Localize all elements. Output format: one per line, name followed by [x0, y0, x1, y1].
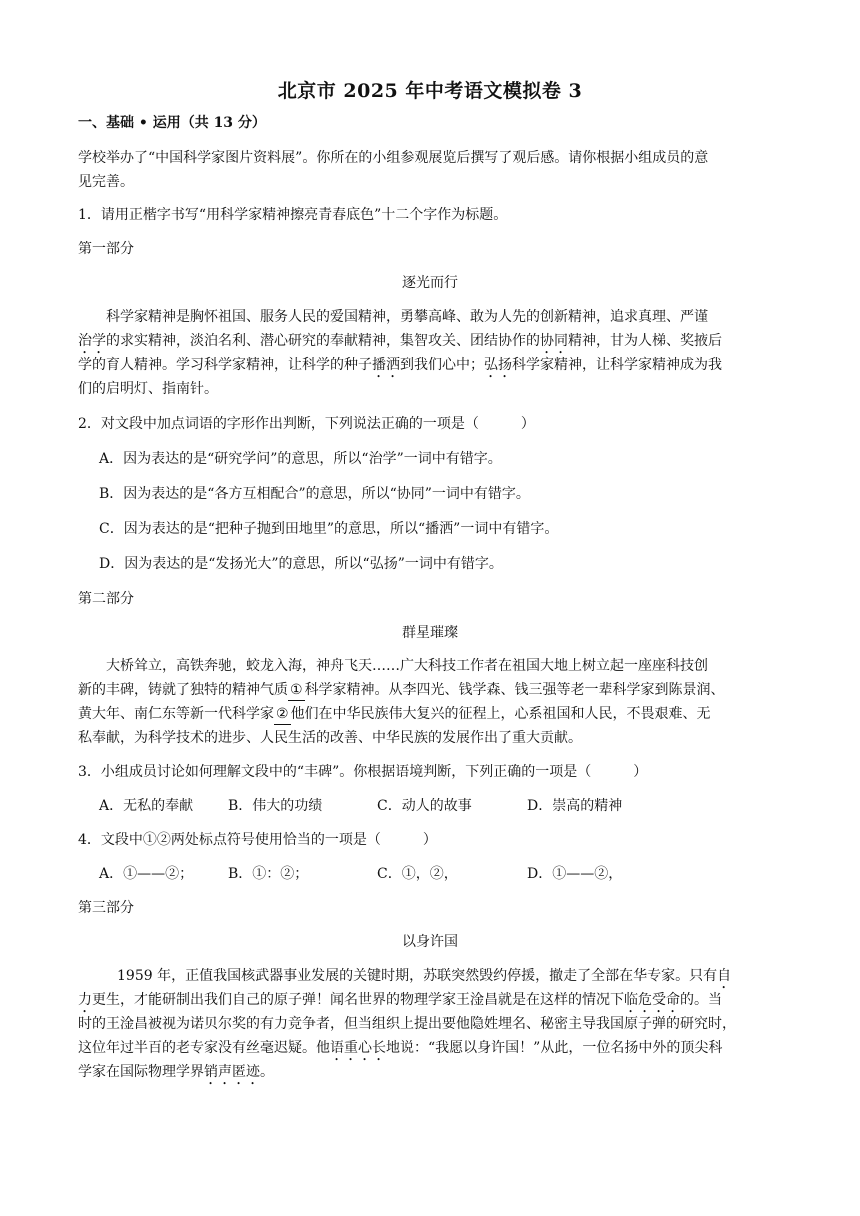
part-1-paragraph-line-1: 科学家精神是胸怀祖国、服务人民的爱国精神，勇攀高峰、敢为人先的创新精神，追求真理、严谨: [106, 309, 708, 325]
dotted-word-zili-2: 力: [78, 992, 92, 1008]
question-3-option-b: B．伟大的功绩: [228, 798, 323, 814]
dotted-word-zili-1: 自: [717, 968, 732, 984]
question-3-option-d: D．崇高的精神: [527, 798, 623, 814]
page-title: 北京市 2025 年中考语文模拟卷 3: [277, 80, 583, 102]
blank-2: ②: [274, 704, 291, 725]
section-heading: 一、基础 • 运用（共 13 分）: [78, 115, 266, 131]
part-3-paragraph-line-5: 学家在国际物理学界销声匿迹。: [78, 1064, 274, 1080]
part-2-paragraph-line-1: 大桥耸立，高铁奔驰，蛟龙入海，神舟飞天……广大科技工作者在祖国大地上树立起一座座科技创: [106, 658, 708, 674]
question-2-option-c: C．因为表达的是“把种子抛到田地里”的意思，所以“播洒”一词中有错字。: [99, 521, 559, 537]
dotted-word-bosa: 播洒: [372, 357, 400, 373]
part-3-paragraph-line-3: 时的王淦昌被视为诺贝尔奖的有力竞争者，但当组织上提出要他隐姓埋名、秘密主导我国原子弹的研究时，: [78, 1016, 736, 1032]
dotted-word-yuzhongxinchang: 语重心长: [330, 1040, 386, 1056]
question-2-stem: 2．对文段中加点词语的字形作出判断，下列说法正确的一项是（ ）: [78, 416, 535, 432]
dotted-word-hongyang: 弘扬: [484, 357, 512, 373]
intro-line-2: 见完善。: [78, 174, 134, 190]
part-3-paragraph-line-4: 这位年过半百的老专家没有丝毫迟疑。他语重心长地说：“我愿以身许国！”从此，一位名扬中外的顶尖科: [78, 1040, 723, 1056]
question-4-option-d: D．①——②，: [527, 866, 623, 882]
part-3-paragraph-line-1: 1959 年，正值我国核武器事业发展的关键时期，苏联突然毁约停援，撤走了全部在华专家。只有自: [117, 968, 732, 984]
part-1-paragraph-line-3: 学的育人精神。学习科学家精神，让科学的种子播洒到我们心中；弘扬科学家精神，让科学家精神成为我: [78, 357, 722, 373]
question-3-stem: 3．小组成员讨论如何理解文段中的“丰碑”。你根据语境判断，下列正确的一项是（ ）: [78, 764, 648, 780]
dotted-word-xietong: 协同: [540, 333, 568, 349]
question-4-stem: 4．文段中①②两处标点符号使用恰当的一项是（ ）: [78, 832, 437, 848]
part-2-paragraph-line-4: 私奉献，为科学技术的进步、人民生活的改善、中华民族的发展作出了重大贡献。: [78, 730, 582, 746]
question-3-option-a: A．无私的奉献: [99, 798, 194, 814]
question-1: 1．请用正楷字书写“用科学家精神擦亮青春底色”十二个字作为标题。: [78, 207, 508, 223]
dotted-word-linweishouming: 临危受命: [624, 992, 680, 1008]
part-1-paragraph-line-2: 治学的求实精神，淡泊名利、潜心研究的奉献精神，集智攻关、团结协作的协同精神，甘为人梯、奖掖后: [78, 333, 722, 349]
part-1-paragraph-line-4: 们的启明灯、指南针。: [78, 381, 218, 397]
question-4-option-a: A．①——②；: [99, 866, 194, 882]
intro-line-1: 学校举办了“中国科学家图片资料展”。你所在的小组参观展览后撰写了观后感。请你根据小组成员的意: [78, 150, 709, 166]
part-2-paragraph-line-3: 黄大年、南仁东等新一代科学家 ② 他们在中华民族伟大复兴的征程上，心系祖国和人民，不畏艰难、无: [78, 704, 711, 725]
part-2-heading: 群星璀璨: [402, 625, 458, 641]
question-3-option-c: C．动人的故事: [377, 798, 472, 814]
blank-1: ①: [288, 680, 305, 701]
part-3-label: 第三部分: [78, 900, 134, 916]
question-2-option-d: D．因为表达的是“发扬光大”的意思，所以“弘扬”一词中有错字。: [99, 556, 503, 572]
part-3-paragraph-line-2: 力更生，才能研制出我们自己的原子弹！闻名世界的物理学家王淦昌就是在这样的情况下临危受命的。当: [78, 992, 722, 1008]
part-1-heading: 逐光而行: [402, 275, 458, 291]
part-3-heading: 以身许国: [402, 934, 458, 950]
dotted-word-xiaoshengniji: 销声匿迹: [204, 1064, 260, 1080]
question-2-option-a: A．因为表达的是“研究学问”的意思，所以“治学”一词中有错字。: [99, 451, 502, 467]
dotted-word-zhixue: 治学: [78, 333, 106, 349]
part-2-label: 第二部分: [78, 591, 134, 607]
part-1-label: 第一部分: [78, 241, 134, 257]
question-4-option-c: C．①，②，: [377, 866, 458, 882]
part-2-paragraph-line-2: 新的丰碑，铸就了独特的精神气质 ① 科学家精神。从李四光、钱学森、钱三强等老一辈科学家到陈景润、: [78, 680, 725, 701]
question-4-option-b: B．①：②；: [228, 866, 309, 882]
question-2-option-b: B．因为表达的是“各方互相配合”的意思，所以“协同”一词中有错字。: [99, 486, 530, 502]
